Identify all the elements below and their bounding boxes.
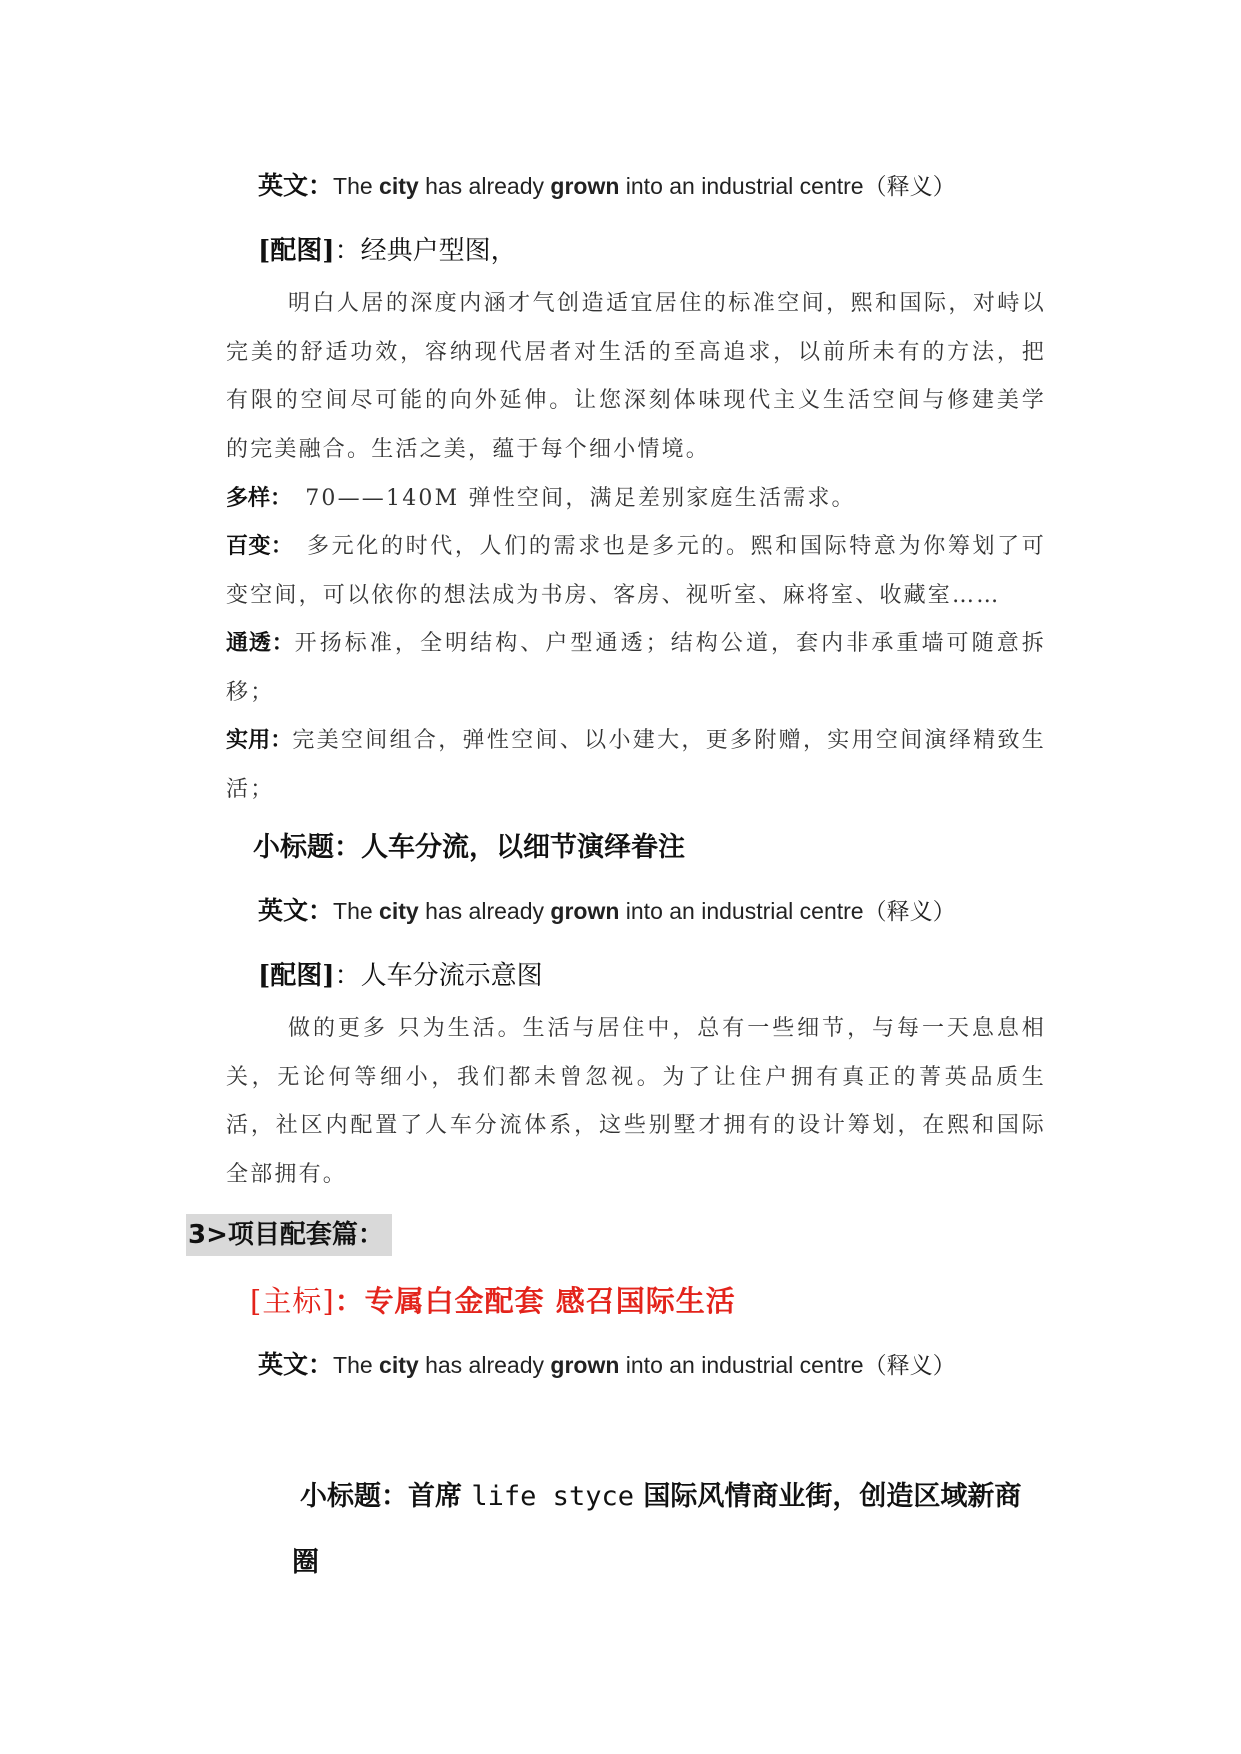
english-text: into an industrial centre bbox=[619, 173, 864, 199]
feature-item bbox=[226, 475, 1046, 524]
subtitle: 小标题：人车分流，以细节演绎眷注 bbox=[253, 832, 685, 863]
figure-line bbox=[258, 230, 517, 267]
feature-item bbox=[226, 620, 1046, 717]
figure-line bbox=[258, 955, 543, 992]
english-note: （释义） bbox=[863, 173, 956, 199]
english-line bbox=[258, 891, 956, 927]
english-line bbox=[258, 166, 956, 202]
subtitle-line2: 圈 bbox=[292, 1547, 319, 1578]
english-text: The bbox=[333, 898, 380, 924]
body-paragraph: 做的更多 只为生活。生活与居住中，总有一些细节，与每一天息息相关，无论何等细小，我们都未曾忽视。为了让住户拥有真正的菁英品质生活，社区内配置了人车分流体系，这些别墅才拥有的设计筹划，在熙和国际全部拥有。 bbox=[226, 1016, 1046, 1187]
subtitle-prefix: 小标题：首席 bbox=[300, 1481, 472, 1512]
english-word: city bbox=[379, 1352, 419, 1378]
feature-text: 开扬标准，全明结构、户型通透；结构公道，套内非承重墙可随意拆移； bbox=[226, 631, 1046, 705]
english-text: has already bbox=[418, 173, 551, 199]
english-word: grown bbox=[550, 173, 620, 199]
english-text: into an industrial centre bbox=[619, 1352, 864, 1378]
main-title-label: [主标] bbox=[250, 1284, 335, 1318]
feature-key: 实用： bbox=[226, 728, 293, 753]
figure-text: ：经典户型图， bbox=[334, 236, 517, 266]
feature-text: 多元化的时代，人们的需求也是多元的。熙和国际特意为你筹划了可变空间，可以依你的想法成为书房、客房、视听室、麻将室、收藏室…… bbox=[226, 534, 1046, 608]
english-label: 英文： bbox=[258, 896, 334, 925]
subtitle-long bbox=[292, 1464, 1050, 1596]
english-label: 英文： bbox=[258, 171, 334, 200]
english-text: The bbox=[333, 173, 380, 199]
english-word: grown bbox=[550, 898, 620, 924]
feature-item bbox=[226, 717, 1046, 814]
english-text: The bbox=[333, 1352, 380, 1378]
english-note: （释义） bbox=[863, 898, 956, 924]
main-title bbox=[250, 1279, 736, 1320]
figure-label: [配图] bbox=[258, 236, 335, 266]
body-paragraph: 明白人居的深度内涵才气创造适宜居住的标准空间，熙和国际，对峙以完美的舒适功效，容纳现代居者对生活的至高追求，以前所未有的方法，把有限的空间尽可能的向外延伸。让您深刻体味现代主义生活空间与修建美学的完美融合。生活之美，蕴于每个细小情境。 bbox=[226, 291, 1046, 462]
english-text: has already bbox=[418, 898, 551, 924]
main-title-text: ：专属白金配套 感召国际生活 bbox=[334, 1284, 736, 1318]
english-text: into an industrial centre bbox=[619, 898, 864, 924]
english-text: has already bbox=[418, 1352, 551, 1378]
subtitle-suffix: 国际风情商业街，创造区域新商 bbox=[633, 1481, 1022, 1512]
feature-key: 百变： bbox=[226, 534, 283, 559]
english-word: grown bbox=[550, 1352, 620, 1378]
english-word: city bbox=[379, 898, 419, 924]
feature-text: 70——140M 弹性空间，满足差别家庭生活需求。 bbox=[281, 486, 856, 511]
subtitle-mono: life styce bbox=[471, 1481, 634, 1512]
feature-text: 完美空间组合，弹性空间、以小建大，更多附赠，实用空间演绎精致生活； bbox=[226, 728, 1046, 802]
feature-key: 通透： bbox=[226, 631, 295, 656]
english-line bbox=[258, 1345, 956, 1381]
english-note: （释义） bbox=[863, 1352, 956, 1378]
figure-label: [配图] bbox=[258, 961, 335, 991]
feature-key: 多样： bbox=[226, 486, 282, 511]
english-word: city bbox=[379, 173, 419, 199]
figure-text: ：人车分流示意图 bbox=[334, 961, 543, 991]
feature-item bbox=[226, 523, 1046, 620]
english-label: 英文： bbox=[258, 1350, 334, 1379]
section-heading: 3>项目配套篇： bbox=[186, 1214, 392, 1256]
